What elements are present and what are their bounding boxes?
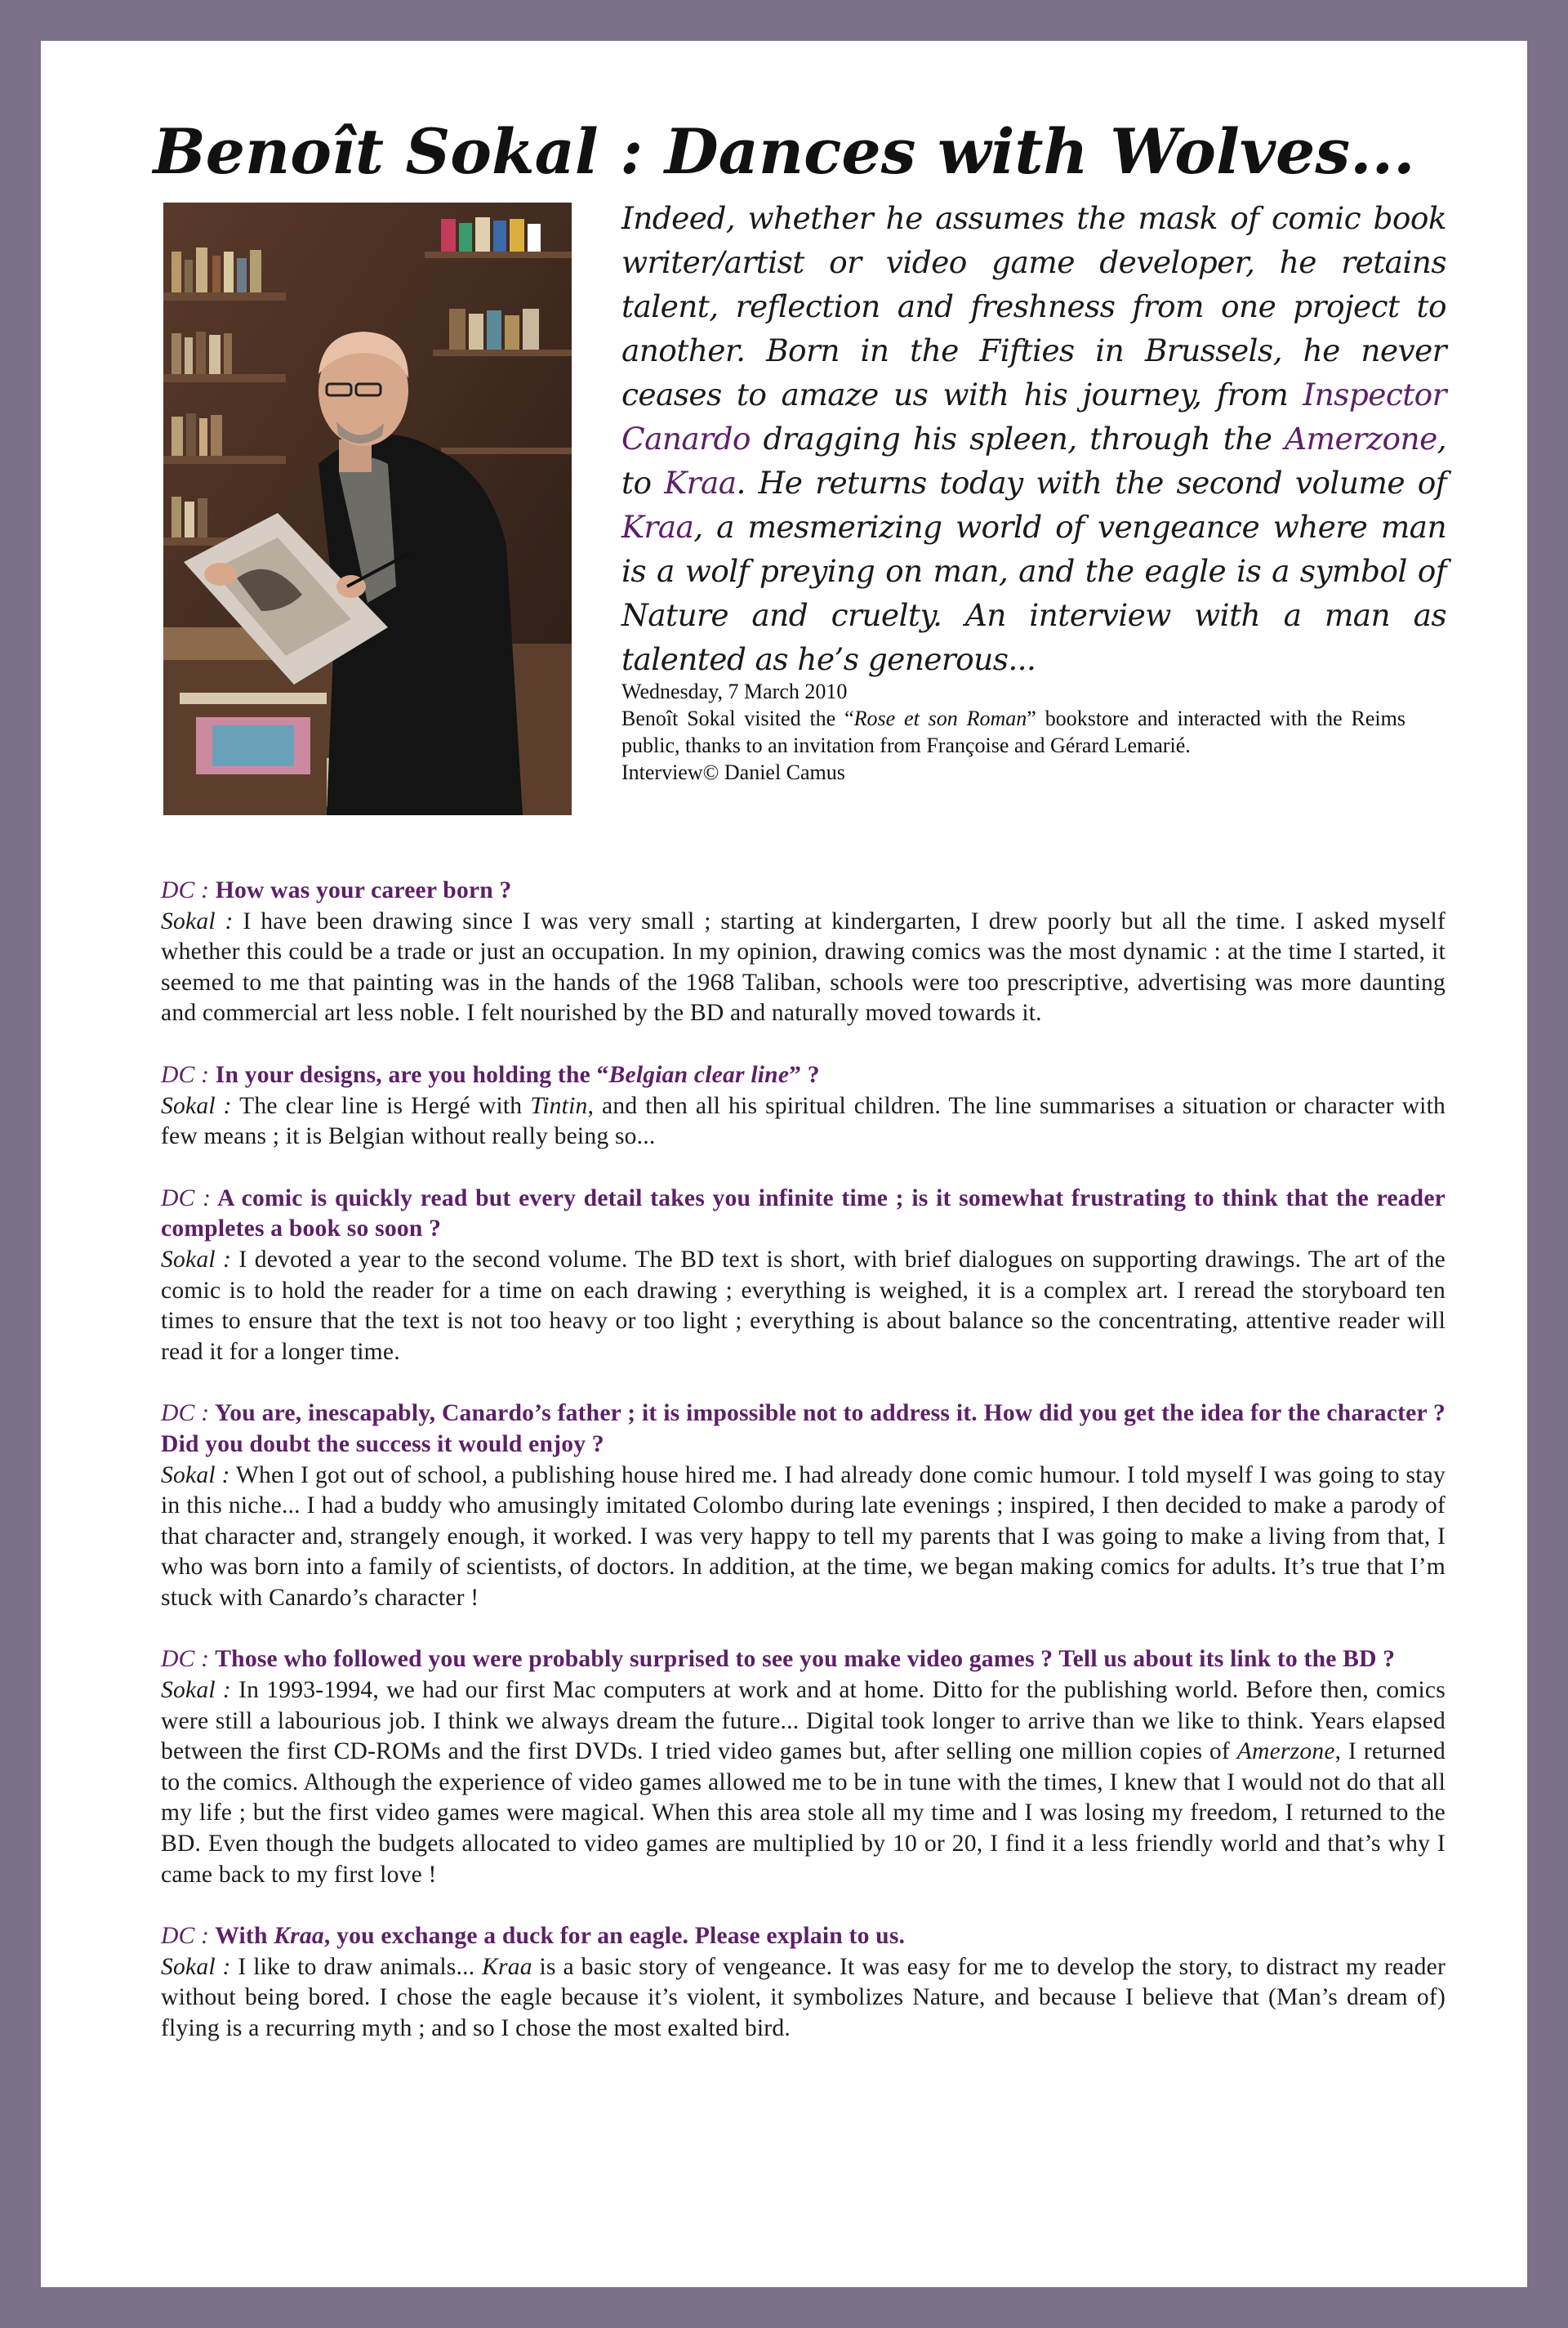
speaker-label: DC : — [161, 1923, 210, 1950]
interview-question — [161, 876, 1446, 907]
intro-link-canardo: Inspector Canardo — [621, 377, 1446, 457]
intro-text-5: , a mesmerizing world of vengeance where man is a wolf preying on man, and the eagle is a symbol of Nature and cruelty. An interview with a man as talented as he’s generous... — [621, 509, 1446, 677]
interview-body — [161, 876, 1446, 2076]
speaker-label: Sokal : — [161, 1953, 231, 1980]
interview-item — [161, 1398, 1446, 1613]
answer-text: I devoted a year to the second volume. The BD text is short, with brief dialogues on supporting drawings. The art of the comic is to hold the reader for a time on each drawing ; everything is weighed, it is a complex art. I reread the storyboard ten times to ensure that the text is not too heavy or too light ; everything is about balance so the concentrating, attentive reader will read it for a longer time. — [161, 1246, 1446, 1365]
interview-answer — [161, 1245, 1446, 1367]
interview-answer — [161, 907, 1446, 1029]
intro-link-kraa-1: Kraa — [664, 465, 737, 501]
intro-text-4: . He returns today with the second volume of — [736, 465, 1446, 501]
question-text: You are, inescapably, Canardo’s father ; it is impossible not to address it. How did you get the idea for the character ? Did you doubt the success it would enjoy ? — [161, 1400, 1446, 1457]
answer-emphasis: Kraa — [482, 1953, 532, 1980]
interview-item — [161, 1921, 1446, 2044]
interview-item — [161, 1184, 1446, 1368]
interview-question — [161, 1184, 1446, 1245]
speaker-label: Sokal : — [161, 908, 234, 934]
question-text: ” ? — [789, 1061, 820, 1088]
speaker-label: Sokal : — [161, 1677, 231, 1704]
photo-caption — [621, 678, 1405, 786]
answer-text: is a basic story of vengeance. It was easy for me to develop the story, to distract my reader without being bored. I chose the eagle because it’s violent, it symbolizes Nature, and because I believe that (Man’s dream of) flying is a recurring myth ; and so I chose the most exalted bird. — [161, 1953, 1446, 2041]
intro-text-1: Indeed, whether he assumes the mask of comic book writer/artist or video game developer, he retains talent, reflection and freshness from one project to another. Born in the Fifties in Brussels, he never ceases to amaze us with his journey, from — [621, 200, 1446, 413]
author-photo — [163, 203, 572, 815]
speaker-label: DC : — [161, 877, 210, 903]
question-text: With — [209, 1923, 274, 1950]
answer-text: I have been drawing since I was very small ; starting at kindergarten, I drew poorly but all the time. I asked myself whether this could be a trade or just an occupation. In my opinion, drawing comics was the most dynamic : at the time I started, it seemed to me that painting was in the hands of the 1968 Taliban, schools were too prescriptive, advertising was more daunting and commercial art less noble. I felt nourished by the BD and naturally moved towards it. — [161, 908, 1446, 1027]
answer-text: When I got out of school, a publishing house hired me. I had already done comic humour. I told myself I was going to stay in this niche... I had a buddy who amusingly imitated Colombo during late evenings ; inspired, I then decided to make a parody of that character and, strangely enough, it worked. I was very happy to tell my parents that I was going to make a living from that, I who was born into a family of scientists, of doctors. In addition, at the time, we began making comics for adults. It’s true that I’m stuck with Canardo’s character ! — [161, 1461, 1446, 1611]
article-title: Benoît Sokal : Dances with Wolves... — [153, 115, 1415, 188]
interview-question — [161, 1398, 1446, 1460]
article-page — [41, 41, 1527, 2287]
interview-question — [161, 1921, 1446, 1952]
caption-date: Wednesday, 7 March 2010 — [621, 680, 848, 703]
question-text: , you exchange a duck for an eagle. Please explain to us. — [323, 1923, 906, 1950]
question-text: In your designs, are you holding the “ — [209, 1061, 609, 1088]
question-text: How was your career born ? — [209, 877, 512, 903]
question-emphasis: Kraa — [274, 1923, 324, 1950]
answer-text: I like to draw animals... — [230, 1953, 483, 1980]
interview-answer — [161, 1461, 1446, 1614]
speaker-label: DC : — [161, 1400, 210, 1427]
answer-text: The clear line is Hergé with — [231, 1092, 531, 1119]
speaker-label: Sokal : — [161, 1092, 232, 1119]
interview-item — [161, 1644, 1446, 1890]
speaker-label: Sokal : — [161, 1246, 232, 1273]
answer-emphasis: Tintin — [530, 1092, 588, 1119]
interview-answer — [161, 1952, 1446, 2045]
answer-text: , and then all his spiritual children. The line summarises a situation or character with few means ; it is Belgian without really being so... — [161, 1092, 1446, 1150]
intro-text-2: dragging his spleen, through the — [750, 421, 1285, 457]
answer-text: , I returned to the comics. Although the experience of video games allowed me to be in tune with the times, I knew that I would not do that all my life ; but the first video games were magical. When this area stole all my time and I was losing my freedom, I returned to the BD. Even though the budgets allocated to video games are multiplied by 10 or 20, I find it a less friendly world and that’s why I came back to my first love ! — [161, 1738, 1446, 1888]
question-emphasis: Belgian clear line — [608, 1061, 790, 1088]
question-text: A comic is quickly read but every detail takes you infinite time ; is it somewhat frustrating to think that the reader completes a book so soon ? — [161, 1184, 1446, 1242]
interview-question — [161, 1060, 1446, 1091]
caption-text-1: Benoît Sokal visited the “ — [621, 707, 854, 730]
answer-emphasis: Amerzone — [1236, 1738, 1335, 1765]
speaker-label: DC : — [161, 1061, 210, 1088]
speaker-label: DC : — [161, 1646, 210, 1673]
intro-text-3: , to — [621, 421, 1446, 501]
interview-item — [161, 876, 1446, 1029]
interview-answer — [161, 1675, 1446, 1890]
interview-question — [161, 1644, 1446, 1675]
answer-text: In 1993-1994, we had our first Mac computers at work and at home. Ditto for the publishing world. Before then, comics were still a labourious job. I think we always dream the future... Digital took longer to arrive than we like to think. Years elapsed between the first CD-ROMs and the first DVDs. I tried video games but, after selling one million copies of — [161, 1677, 1446, 1765]
caption-text-2: ” bookstore and interacted with the Reims public, thanks to an invitation from Françoise and Gérard Lemarié. — [621, 707, 1405, 757]
speaker-label: DC : — [161, 1184, 212, 1211]
question-text: Those who followed you were probably surprised to see you make video games ? Tell us about its link to the BD ? — [209, 1646, 1396, 1673]
intro-link-kraa-2: Kraa — [621, 509, 694, 545]
intro-link-amerzone: Amerzone — [1285, 421, 1437, 457]
speaker-label: Sokal : — [161, 1461, 230, 1488]
caption-credit: Interview© Daniel Camus — [621, 760, 845, 784]
intro-paragraph — [621, 196, 1446, 681]
caption-store-name: Rose et son Roman — [853, 707, 1027, 730]
interview-answer — [161, 1091, 1446, 1153]
interview-item — [161, 1060, 1446, 1153]
